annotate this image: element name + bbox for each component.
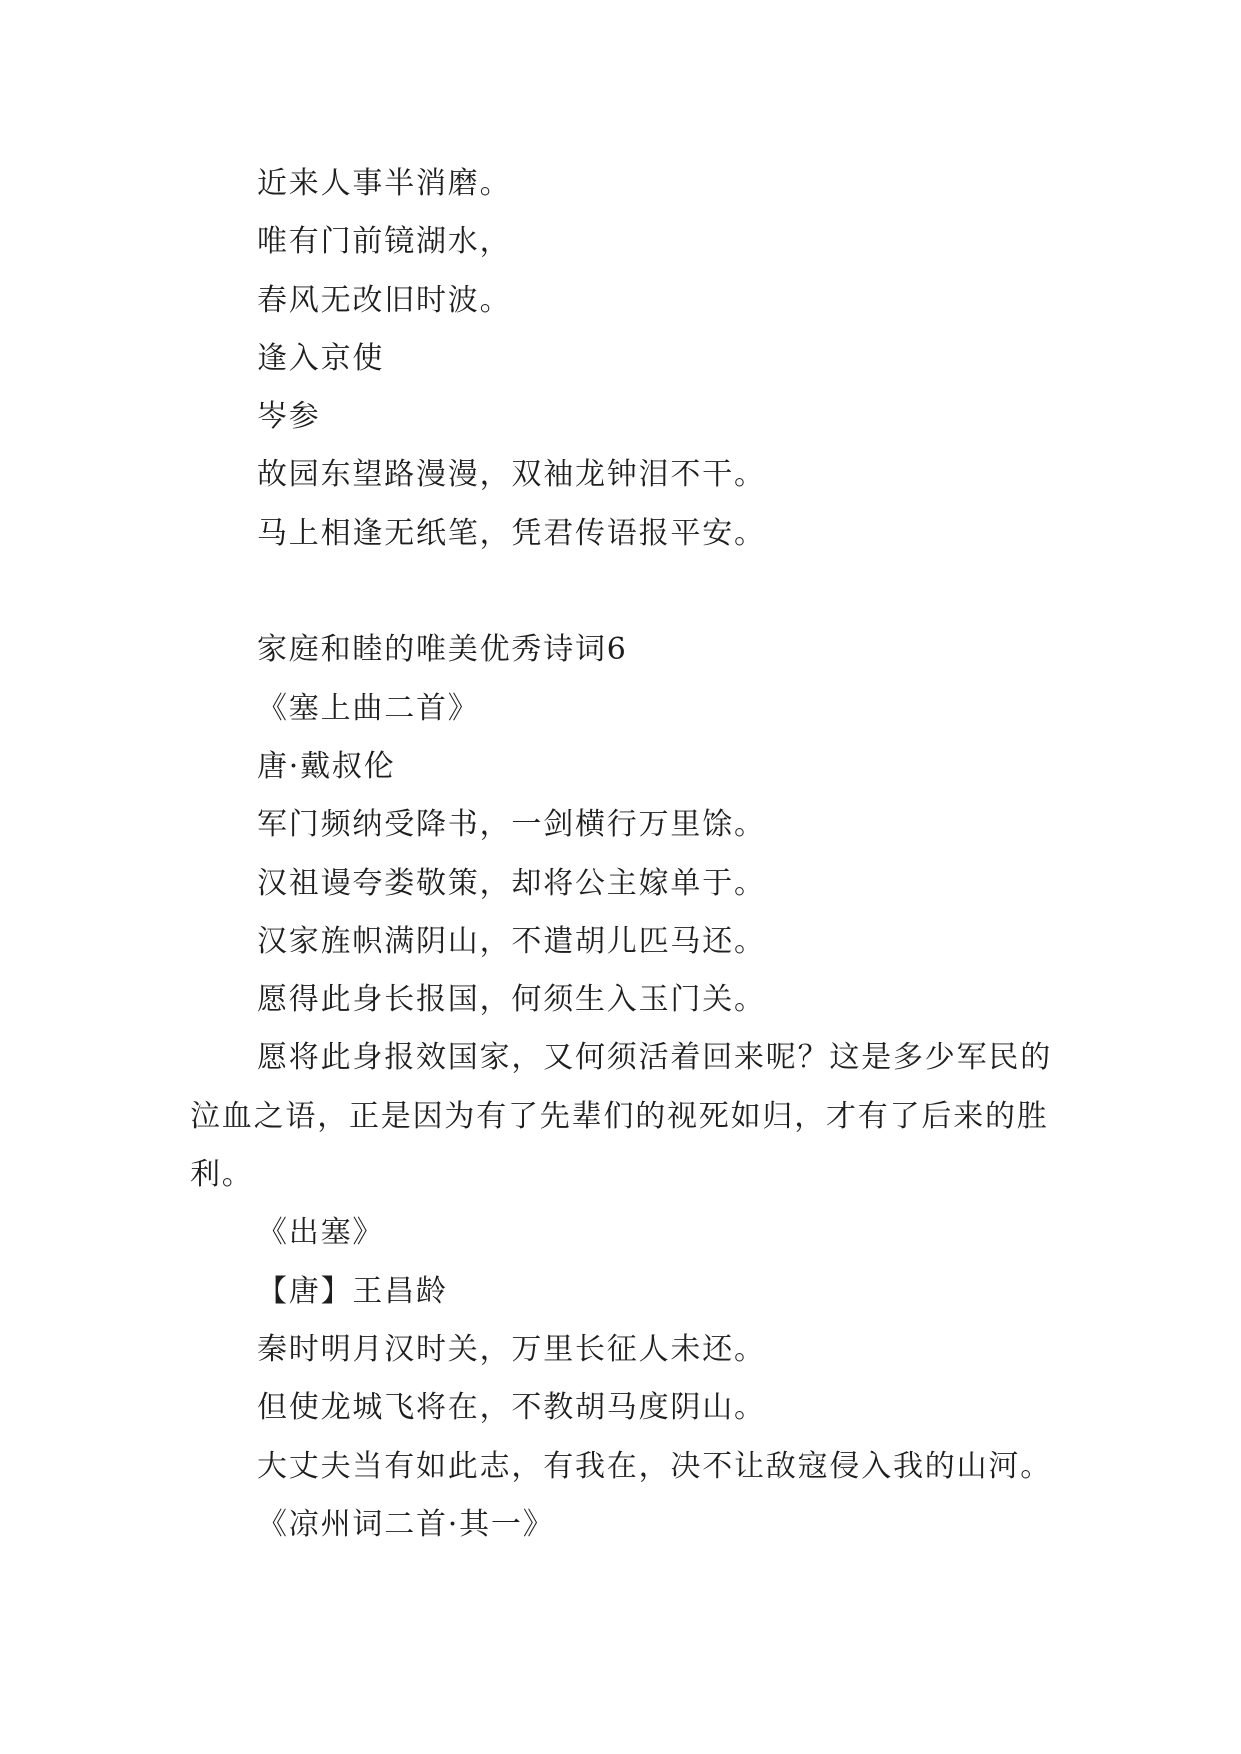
section-heading: 家庭和睦的唯美优秀诗词6 xyxy=(257,632,628,668)
commentary-paragraph: 大丈夫当有如此志，有我在，决不让敌寇侵入我的山河。 xyxy=(257,1448,1052,1484)
poem-title: 逢入京使 xyxy=(257,340,385,376)
poem-line: 春风无改旧时波。 xyxy=(257,282,512,318)
poem-line: 故园东望路漫漫，双袖龙钟泪不干。 xyxy=(257,457,766,493)
poem-line: 马上相逢无纸笔，凭君传语报平安。 xyxy=(257,515,766,551)
blank-line xyxy=(190,563,1056,621)
poem-author: 岑参 xyxy=(257,399,321,435)
commentary-paragraph: 愿将此身报效国家，又何须活着回来呢？这是多少军民的泣血之语，正是因为有了先辈们的视死如归，才有了后来的胜利。 xyxy=(190,1040,1052,1193)
poem-line: 唯有门前镜湖水， xyxy=(257,224,512,260)
poem-line: 近来人事半消磨。 xyxy=(257,166,512,201)
poem-line: 汉家旌帜满阴山，不遣胡儿匹马还。 xyxy=(257,923,766,959)
poem-line: 愿得此身长报国，何须生入玉门关。 xyxy=(257,982,766,1018)
poem-line: 军门频纳受降书，一剑横行万里馀。 xyxy=(257,807,766,843)
poem-author: 【唐】王昌龄 xyxy=(257,1273,448,1309)
poem-title: 《塞上曲二首》 xyxy=(257,690,480,726)
poem-author: 唐·戴叔伦 xyxy=(257,748,396,784)
document-body xyxy=(190,155,1056,1554)
poem-line: 秦时明月汉时关，万里长征人未还。 xyxy=(257,1331,766,1367)
poem-title: 《出塞》 xyxy=(257,1215,385,1251)
poem-line: 但使龙城飞将在，不教胡马度阴山。 xyxy=(257,1390,766,1426)
poem-title: 《凉州词二首·其一》 xyxy=(257,1506,555,1542)
poem-line: 汉祖谩夸娄敬策，却将公主嫁单于。 xyxy=(257,865,766,901)
